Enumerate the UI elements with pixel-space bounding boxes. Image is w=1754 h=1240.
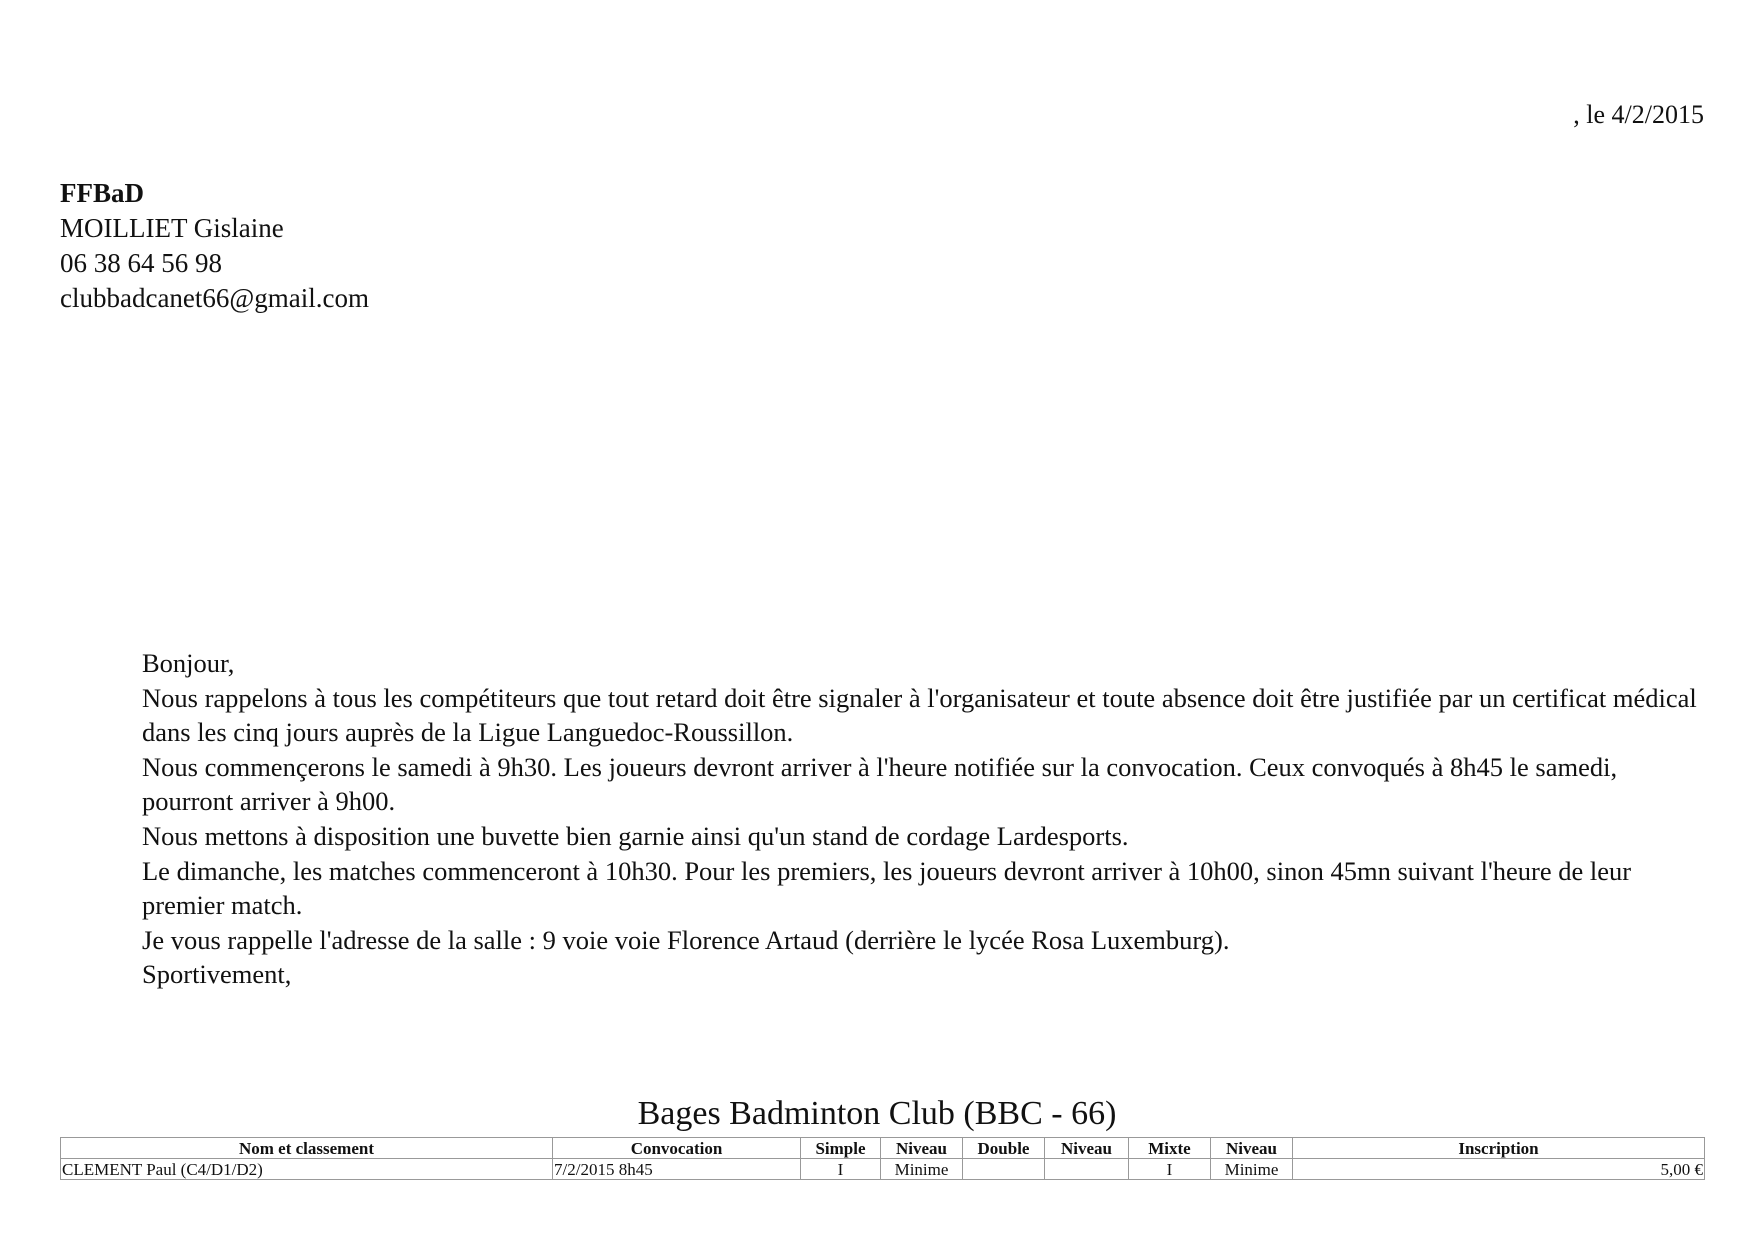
header-mixte: Mixte <box>1129 1138 1211 1159</box>
header-double: Double <box>963 1138 1045 1159</box>
letter-body <box>142 646 1702 992</box>
header-niveau-double: Niveau <box>1045 1138 1129 1159</box>
cell-inscription: 5,00 € <box>1293 1159 1705 1180</box>
paragraph: Je vous rappelle l'adresse de la salle : 9 voie voie Florence Artaud (derrière le lycée Rosa Luxemburg). <box>142 924 1230 955</box>
sender-phone: 06 38 64 56 98 <box>60 248 222 278</box>
sender-organization: FFBaD <box>60 178 144 208</box>
paragraph: Nous commençerons le samedi à 9h30. Les joueurs devront arriver à l'heure notifiée sur la convocation. Ceux convoqués à 8h45 le samedi, pourront arriver à 9h00. <box>142 751 1618 817</box>
header-inscription: Inscription <box>1293 1138 1705 1159</box>
cell-niveau-mixte: Minime <box>1211 1159 1293 1180</box>
cell-niveau-simple: Minime <box>881 1159 963 1180</box>
header-simple: Simple <box>801 1138 881 1159</box>
club-title: Bages Badminton Club (BBC - 66) <box>637 1095 1117 1132</box>
paragraph: Le dimanche, les matches commenceront à 10h30. Pour les premiers, les joueurs devront arriver à 10h00, sinon 45mn suivant l'heure de leur premier match. <box>142 855 1632 921</box>
cell-simple: I <box>801 1159 881 1180</box>
cell-convocation: 7/2/2015 8h45 <box>553 1159 801 1180</box>
sender-block <box>60 176 369 316</box>
paragraph: Nous mettons à disposition une buvette bien garnie ainsi qu'un stand de cordage Lardesports. <box>142 820 1129 851</box>
greeting: Bonjour, <box>142 648 235 678</box>
table-header-row <box>61 1138 1705 1159</box>
sender-name: MOILLIET Gislaine <box>60 213 284 243</box>
closing: Sportivement, <box>142 959 292 990</box>
header-niveau-mixte: Niveau <box>1211 1138 1293 1159</box>
header-niveau-simple: Niveau <box>881 1138 963 1159</box>
header-name: Nom et classement <box>61 1138 553 1159</box>
paragraph: Nous rappelons à tous les compétiteurs que tout retard doit être signaler à l'organisateur et toute absence doit être justifiée par un certificat médical dans les cinq jours auprès de la Ligue Languedoc-Roussillon. <box>142 682 1697 748</box>
header-convocation: Convocation <box>553 1138 801 1159</box>
cell-name: CLEMENT Paul (C4/D1/D2) <box>61 1159 553 1180</box>
sender-email: clubbadcanet66@gmail.com <box>60 283 370 313</box>
letter-date: , le 4/2/2015 <box>1573 100 1704 129</box>
cell-double <box>963 1159 1045 1180</box>
cell-mixte: I <box>1129 1159 1211 1180</box>
table-row <box>61 1159 1705 1180</box>
registration-table <box>60 1137 1705 1180</box>
cell-niveau-double <box>1045 1159 1129 1180</box>
